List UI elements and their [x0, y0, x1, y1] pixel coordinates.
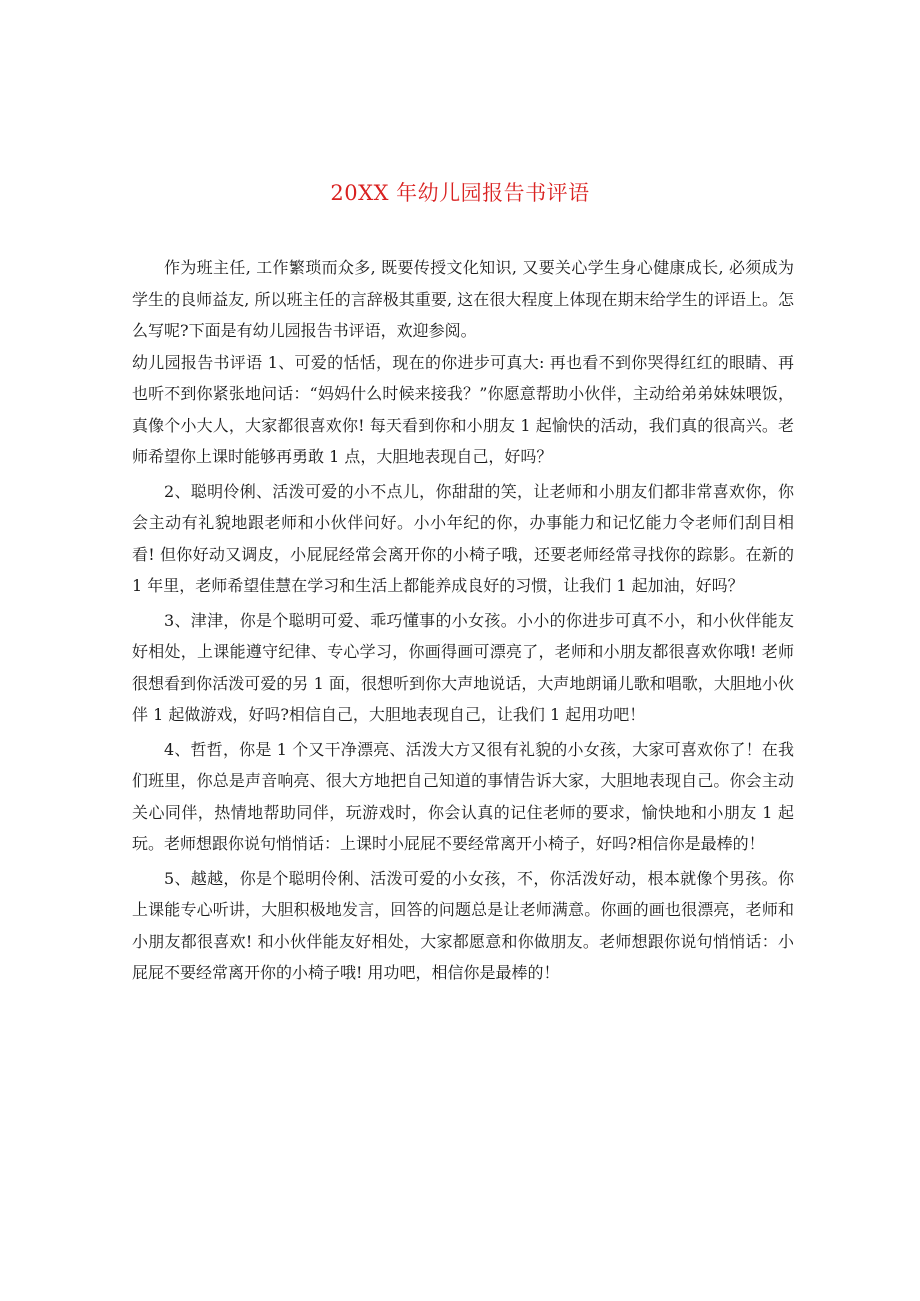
document-body — [132, 252, 794, 989]
intro-paragraph: 作为班主任, 工作繁琐而众多, 既要传授文化知识, 又要关心学生身心健康成长, 必须成为学生的良师益友, 所以班主任的言辞极其重要, 这在很大程度上体现在期末给学生的评语上。怎么写呢?下面是有幼儿园报告书评语，欢迎参阅。 — [132, 258, 794, 340]
comment-paragraph-4: 4、哲哲，你是 1 个又干净漂亮、活泼大方又很有礼貌的小女孩，大家可喜欢你了！在我们班里，你总是声音响亮、很大方地把自己知道的事情告诉大家，大胆地表现自己。你会主动关心同伴，热情地帮助同伴，玩游戏时，你会认真的记住老师的要求，愉快地和小朋友 1 起玩。老师想跟你说句悄悄话：上课时小屁屁不要经常离开小椅子，好吗?相信你是最棒的！ — [132, 739, 794, 853]
comment-paragraph-3: 3、津津，你是个聪明可爱、乖巧懂事的小女孩。小小的你进步可真不小，和小伙伴能友好相处，上课能遵守纪律、专心学习，你画得画可漂亮了，老师和小朋友都很喜欢你哦! 老师很想看到你活泼可爱的另 1 面，很想听到你大声地说话，大声地朗诵儿歌和唱歌，大胆地小伙伴 1 起做游戏，好吗?相信自己，大胆地表现自己，让我们 1 起用功吧！ — [132, 610, 794, 724]
comment-paragraph-5: 5、越越，你是个聪明伶俐、活泼可爱的小女孩，不，你活泼好动，根本就像个男孩。你上课能专心听讲，大胆积极地发言，回答的问题总是让老师满意。你画的画也很漂亮，老师和小朋友都很喜欢! 和小伙伴能友好相处，大家都愿意和你做朋友。老师想跟你说句悄悄话：小屁屁不要经常离开你的小椅子哦! 用功吧，相信你是最棒的！ — [132, 868, 794, 982]
comment-paragraph-1: 幼儿园报告书评语 1、可爱的恬恬，现在的你进步可真大: 再也看不到你哭得红红的眼睛、再也听不到你紧张地问话：“妈妈什么时候来接我？”你愿意帮助小伙伴，主动给弟弟妹妹喂饭，真像个小大人，大家都很喜欢你! 每天看到你和小朋友 1 起愉快的活动，我们真的很高兴。老师希望你上课时能够再勇敢 1 点，大胆地表现自己，好吗？ — [132, 352, 794, 466]
document-title: 20XX 年幼儿园报告书评语 — [330, 181, 590, 205]
comment-paragraph-2: 2、聪明伶俐、活泼可爱的小不点儿，你甜甜的笑，让老师和小朋友们都非常喜欢你，你会主动有礼貌地跟老师和小伙伴问好。小小年纪的你，办事能力和记忆能力令老师们刮目相看! 但你好动又调皮，小屁屁经常会离开你的小椅子哦，还要老师经常寻找你的踪影。在新的 1 年里，老师希望佳慧在学习和生活上都能养成良好的习惯，让我们 1 起加油，好吗？ — [132, 481, 794, 595]
